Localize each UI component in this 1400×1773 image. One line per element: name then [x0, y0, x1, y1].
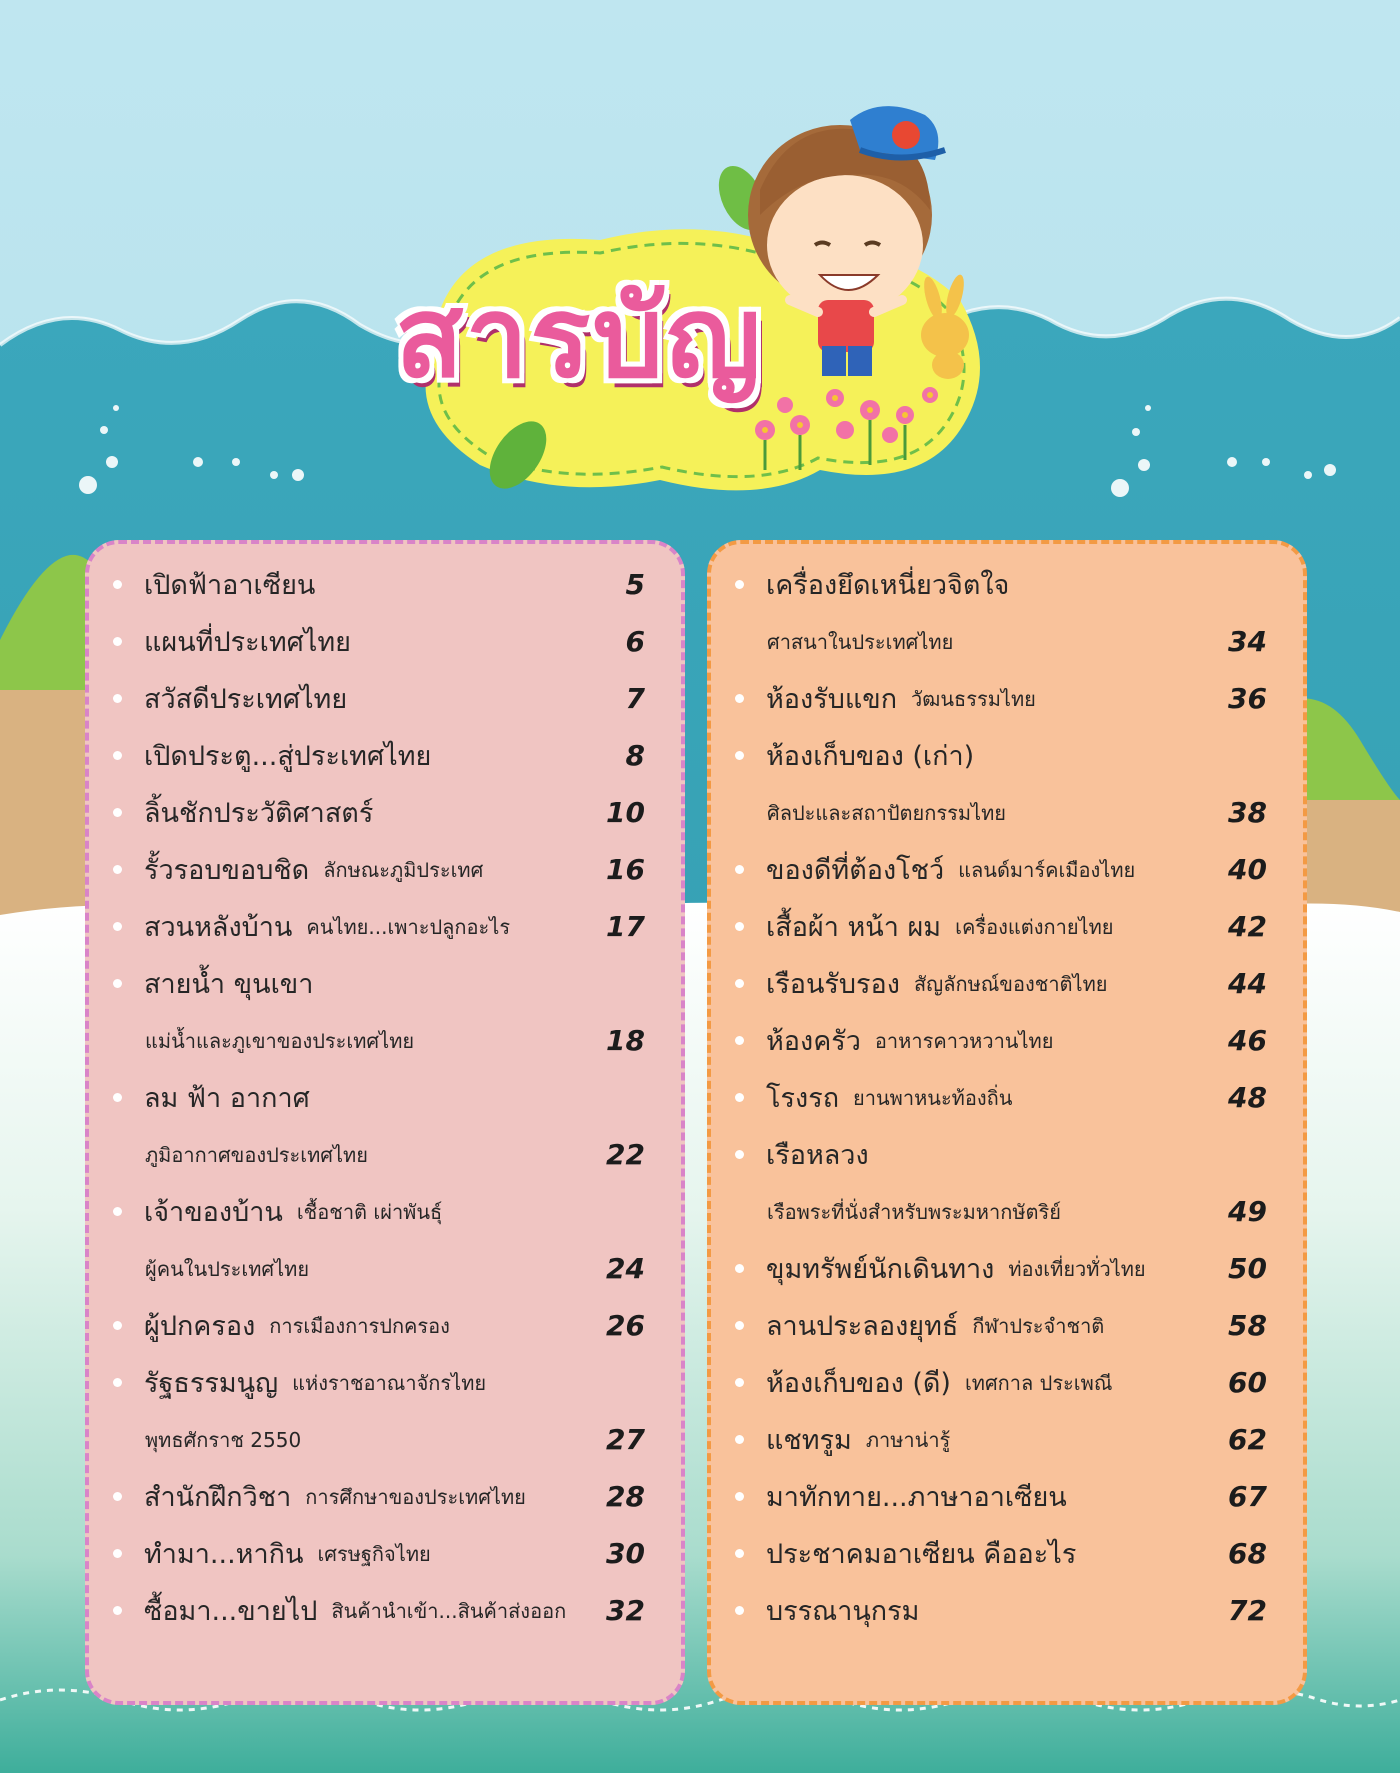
toc-entry	[89, 1183, 681, 1240]
toc-entry	[89, 1354, 681, 1411]
toc-entry	[711, 955, 1303, 1012]
toc-entry-title: เปิดฟ้าอาเซียน	[144, 570, 316, 601]
toc-entry-title: ลม ฟ้า อากาศ	[144, 1083, 310, 1114]
toc-page-number: 6	[625, 625, 645, 658]
toc-entry-title: ห้องรับแขก	[766, 684, 898, 715]
bullet-icon	[735, 1150, 744, 1159]
toc-entry-subtitle: ยานพาหนะท้องถิ่น	[853, 1085, 1013, 1110]
toc-entry-subtitle: ภูมิอากาศของประเทศไทย	[145, 1142, 368, 1167]
toc-page-number: 22	[606, 1138, 645, 1171]
toc-entry-title: เรือหลวง	[766, 1140, 869, 1171]
toc-entry	[89, 556, 681, 613]
toc-page-number: 10	[606, 796, 645, 829]
toc-list-left	[89, 556, 681, 1639]
toc-entry-subtitle: แม่น้ำและภูเขาของประเทศไทย	[145, 1028, 415, 1053]
toc-entry-title: ผู้ปกครอง	[144, 1311, 256, 1342]
bullet-icon	[113, 1606, 122, 1615]
bullet-icon	[113, 1321, 122, 1330]
toc-entry-subtitle: เทศกาล ประเพณี	[964, 1370, 1113, 1395]
toc-panel-right	[707, 540, 1307, 1705]
toc-entry-title: เครื่องยึดเหนี่ยวจิตใจ	[766, 570, 1010, 601]
toc-page-number: 67	[1228, 1480, 1267, 1513]
toc-entry	[89, 1012, 681, 1069]
toc-entry-title: ลิ้นชักประวัติศาสตร์	[144, 798, 374, 829]
toc-page-number: 30	[606, 1537, 645, 1570]
toc-entry-subtitle: เรือพระที่นั่งสำหรับพระมหากษัตริย์	[767, 1199, 1061, 1224]
bullet-icon	[113, 1207, 122, 1216]
toc-entry	[89, 841, 681, 898]
toc-entry-subtitle: การศึกษาของประเทศไทย	[305, 1484, 526, 1509]
bullet-icon	[735, 1264, 744, 1273]
toc-entry-title: เจ้าของบ้าน	[144, 1197, 283, 1228]
toc-page-number: 5	[625, 568, 645, 601]
toc-page-number: 42	[1228, 910, 1267, 943]
toc-entry-title: ของดีที่ต้องโชว์	[766, 855, 945, 886]
toc-entry-title: ห้องเก็บของ (ดี)	[766, 1368, 951, 1399]
toc-entry	[89, 955, 681, 1012]
toc-entry	[711, 1069, 1303, 1126]
toc-entry	[711, 1126, 1303, 1183]
toc-entry	[89, 1240, 681, 1297]
toc-entry	[89, 613, 681, 670]
toc-entry-title: รัฐธรรมนูญ	[144, 1368, 279, 1399]
toc-entry-subtitle: สัญลักษณ์ของชาติไทย	[913, 971, 1108, 996]
bullet-icon	[113, 808, 122, 817]
toc-entry	[711, 727, 1303, 784]
bullet-icon	[113, 751, 122, 760]
toc-page-number: 62	[1228, 1423, 1267, 1456]
toc-entry-subtitle: คนไทย...เพาะปลูกอะไร	[306, 914, 511, 939]
page-title: สารบัญ	[395, 273, 763, 403]
toc-entry	[711, 1468, 1303, 1525]
bullet-icon	[113, 865, 122, 874]
toc-entry	[711, 670, 1303, 727]
toc-page-number: 48	[1228, 1081, 1267, 1114]
toc-page-number: 36	[1228, 682, 1267, 715]
toc-page-number: 18	[606, 1024, 645, 1057]
toc-entry	[711, 1582, 1303, 1639]
toc-entry	[89, 1411, 681, 1468]
bullet-icon	[735, 1036, 744, 1045]
toc-entry-subtitle: เชื้อชาติ เผ่าพันธุ์	[296, 1199, 443, 1224]
toc-entry	[711, 613, 1303, 670]
toc-entry	[89, 898, 681, 955]
bullet-icon	[735, 1378, 744, 1387]
toc-page-number: 40	[1228, 853, 1267, 886]
bullet-icon	[735, 694, 744, 703]
toc-entry-title: เสื้อผ้า หน้า ผม	[766, 912, 942, 943]
toc-page-number: 38	[1228, 796, 1267, 829]
toc-page-number: 34	[1228, 625, 1267, 658]
toc-entry	[89, 1069, 681, 1126]
toc-entry-subtitle: ลักษณะภูมิประเทศ	[323, 857, 484, 882]
toc-entry-subtitle: กีฬาประจำชาติ	[972, 1313, 1105, 1338]
toc-entry-title: โรงรถ	[766, 1083, 840, 1114]
bullet-icon	[735, 751, 744, 760]
bullet-icon	[735, 1492, 744, 1501]
bullet-icon	[113, 1378, 122, 1387]
toc-entry	[711, 556, 1303, 613]
toc-entry	[89, 784, 681, 841]
toc-page-number: 27	[606, 1423, 645, 1456]
bullet-icon	[735, 1435, 744, 1444]
toc-entry-title: สายน้ำ ขุนเขา	[144, 969, 314, 1000]
toc-entry-title: ทำมา...หากิน	[144, 1539, 304, 1570]
bullet-icon	[113, 637, 122, 646]
toc-entry	[89, 1297, 681, 1354]
toc-entry	[711, 1012, 1303, 1069]
bullet-icon	[735, 1606, 744, 1615]
toc-entry-subtitle: การเมืองการปกครอง	[269, 1313, 450, 1338]
toc-page-number: 68	[1228, 1537, 1267, 1570]
toc-entry-subtitle: ภาษาน่ารู้	[865, 1427, 951, 1452]
toc-entry-subtitle: แลนด์มาร์คเมืองไทย	[958, 857, 1136, 882]
bullet-icon	[735, 1549, 744, 1558]
toc-page-number: 24	[606, 1252, 645, 1285]
toc-entry-subtitle: ผู้คนในประเทศไทย	[145, 1256, 310, 1281]
toc-page-number: 72	[1228, 1594, 1267, 1627]
toc-page-number: 8	[625, 739, 645, 772]
toc-entry	[89, 1126, 681, 1183]
toc-entry	[711, 841, 1303, 898]
toc-entry-title: ซื้อมา...ขายไป	[144, 1596, 318, 1627]
toc-entry	[89, 1525, 681, 1582]
toc-entry-subtitle: เศรษฐกิจไทย	[317, 1541, 431, 1566]
toc-entry	[89, 727, 681, 784]
toc-entry	[89, 1468, 681, 1525]
toc-page-number: 60	[1228, 1366, 1267, 1399]
toc-page-number: 26	[606, 1309, 645, 1342]
toc-entry-title: ห้องครัว	[766, 1026, 861, 1057]
toc-entry-title: มาทักทาย...ภาษาอาเซียน	[766, 1482, 1067, 1513]
toc-entry-title: ประชาคมอาเซียน คืออะไร	[766, 1539, 1077, 1570]
toc-entry-title: ขุมทรัพย์นักเดินทาง	[766, 1254, 995, 1285]
toc-entry	[711, 1297, 1303, 1354]
toc-page-number: 44	[1228, 967, 1267, 1000]
toc-entry	[711, 898, 1303, 955]
toc-entry-subtitle: อาหารคาวหวานไทย	[874, 1028, 1054, 1053]
toc-entry	[711, 1525, 1303, 1582]
bullet-icon	[113, 1549, 122, 1558]
toc-page-number: 7	[625, 682, 645, 715]
toc-entry-title: สวนหลังบ้าน	[144, 912, 293, 943]
toc-panel-left	[85, 540, 685, 1705]
bullet-icon	[735, 580, 744, 589]
toc-entry-title: แผนที่ประเทศไทย	[144, 627, 351, 658]
toc-page-number: 49	[1228, 1195, 1267, 1228]
bullet-icon	[735, 1093, 744, 1102]
toc-entry-title: สำนักฝึกวิชา	[144, 1482, 292, 1513]
toc-list-right	[711, 556, 1303, 1639]
bullet-icon	[113, 922, 122, 931]
toc-entry	[711, 1354, 1303, 1411]
bullet-icon	[735, 1321, 744, 1330]
toc-entry-title: รั้วรอบขอบชิด	[144, 855, 310, 886]
toc-entry	[711, 784, 1303, 841]
toc-entry-subtitle: ศิลปะและสถาปัตยกรรมไทย	[767, 800, 1006, 825]
toc-entry-title: บรรณานุกรม	[766, 1596, 920, 1627]
toc-page-number: 16	[606, 853, 645, 886]
toc-entry-subtitle: ศาสนาในประเทศไทย	[767, 629, 954, 654]
toc-entry-subtitle: แห่งราชอาณาจักรไทย	[292, 1370, 487, 1395]
toc-entry-title: เปิดประตู...สู่ประเทศไทย	[144, 741, 432, 772]
toc-entry-title: แชทรูม	[766, 1425, 852, 1456]
toc-entry	[711, 1240, 1303, 1297]
toc-entry-title: สวัสดีประเทศไทย	[144, 684, 348, 715]
bullet-icon	[735, 922, 744, 931]
toc-entry	[711, 1411, 1303, 1468]
toc-page-number: 58	[1228, 1309, 1267, 1342]
toc-page-number: 46	[1228, 1024, 1267, 1057]
bullet-icon	[113, 979, 122, 988]
bullet-icon	[113, 694, 122, 703]
toc-entry-title: ลานประลองยุทธ์	[766, 1311, 959, 1342]
toc-entry	[89, 1582, 681, 1639]
toc-page-number: 28	[606, 1480, 645, 1513]
toc-entry-subtitle: สินค้านำเข้า...สินค้าส่งออก	[331, 1598, 567, 1623]
toc-entry-subtitle: วัฒนธรรมไทย	[911, 686, 1036, 711]
bullet-icon	[113, 1093, 122, 1102]
toc-entry-subtitle: เครื่องแต่งกายไทย	[955, 914, 1114, 939]
bullet-icon	[735, 979, 744, 988]
bullet-icon	[113, 580, 122, 589]
bullet-icon	[735, 865, 744, 874]
toc-page-number: 50	[1228, 1252, 1267, 1285]
toc-entry-title: ห้องเก็บของ (เก่า)	[766, 741, 975, 772]
toc-page-number: 17	[606, 910, 645, 943]
bullet-icon	[113, 1492, 122, 1501]
toc-page-number: 32	[606, 1594, 645, 1627]
toc-entry-subtitle: ท่องเที่ยวทั่วไทย	[1008, 1256, 1146, 1281]
toc-entry	[711, 1183, 1303, 1240]
toc-entry-subtitle: พุทธศักราช 2550	[145, 1427, 302, 1452]
toc-entry-title: เรือนรับรอง	[766, 969, 900, 1000]
toc-entry	[89, 670, 681, 727]
